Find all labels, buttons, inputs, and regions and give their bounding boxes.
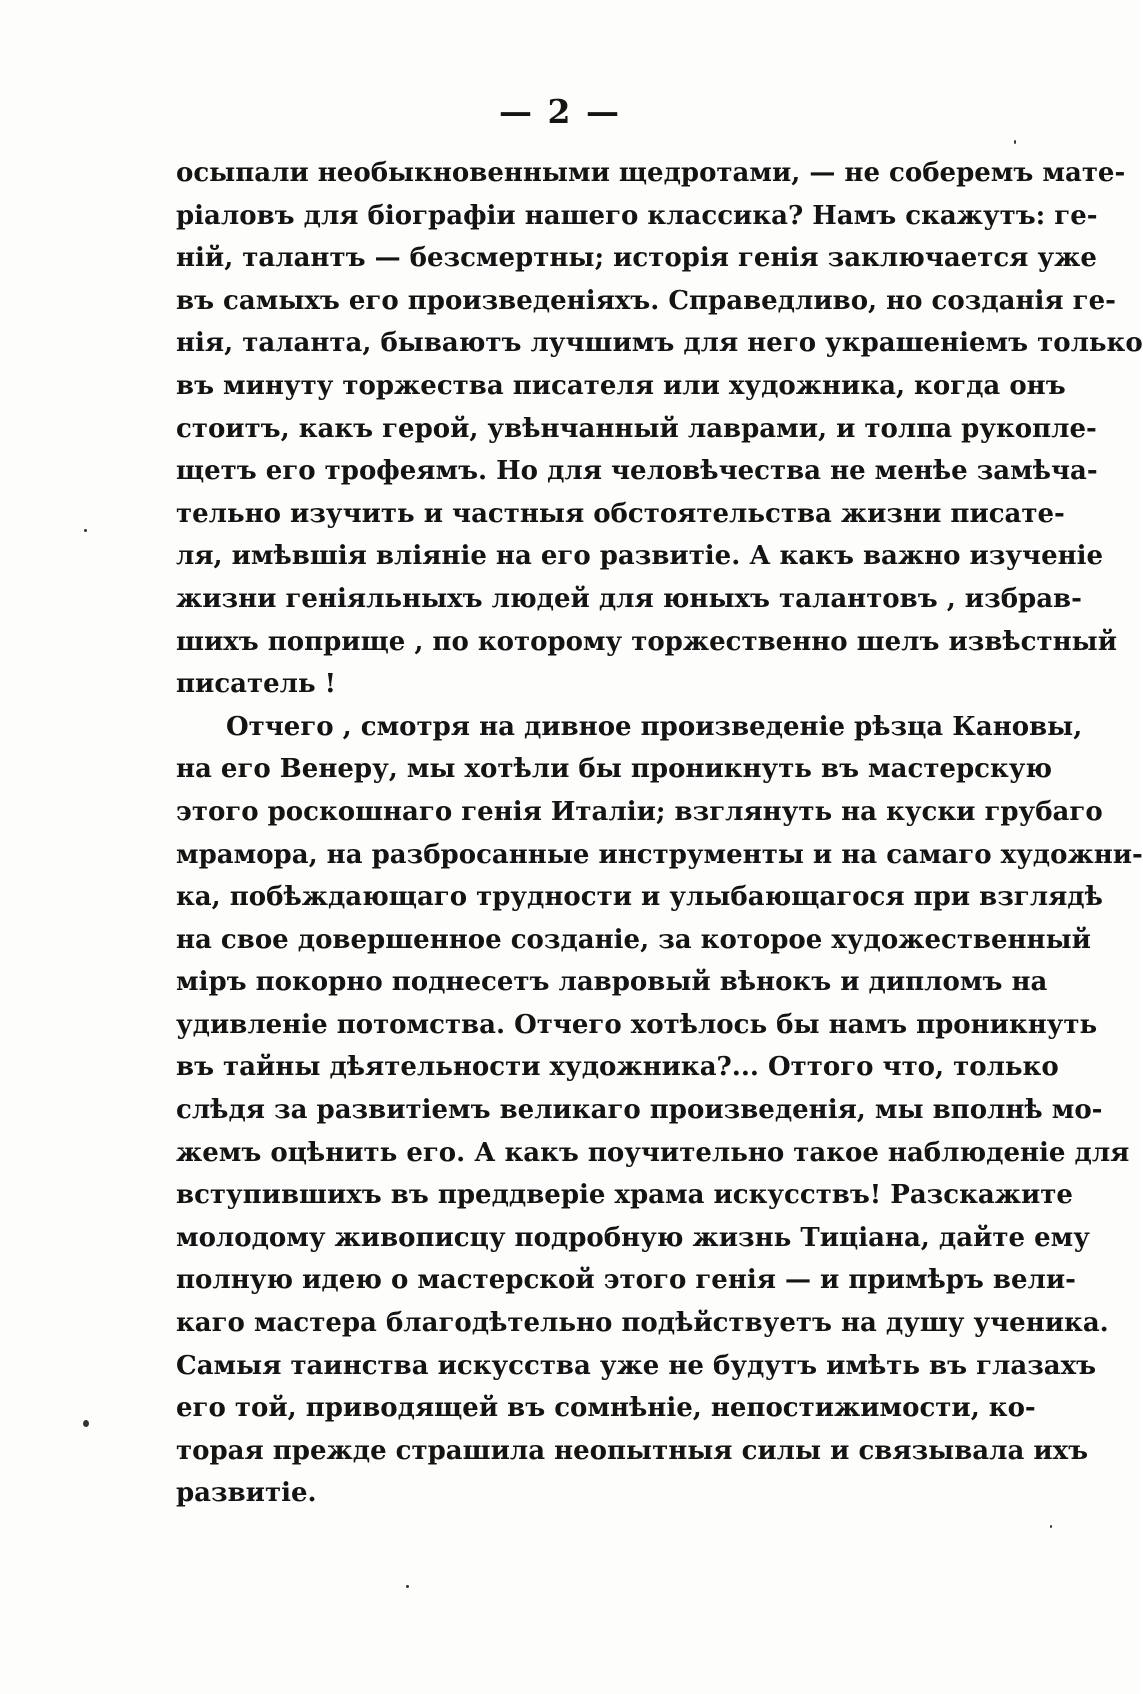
text-line: на свое довершенное созданіе, за которое художественный: [176, 924, 1091, 955]
text-line: Самыя таинства искусства уже не будутъ имѣть въ глазахъ: [176, 1350, 1097, 1381]
paragraph-2: [176, 706, 1143, 1515]
text-line: въ тайны дѣятельности художника?... Оттого что, только: [176, 1052, 1059, 1083]
text-line: ріаловъ для біографіи нашего классика? Намъ скажутъ: ге-: [176, 200, 1098, 231]
text-line: торая прежде страшила неопытныя силы и связывала ихъ: [176, 1435, 1089, 1466]
text-line: вступившихъ въ преддверіе храма искусствъ! Разскажите: [176, 1180, 1073, 1211]
text-line: осыпали необыкновенными щедротами, — не соберемъ мате-: [176, 158, 1126, 188]
text-line: Отчего , смотря на дивное произведеніе рѣзца Кановы,: [226, 711, 1083, 742]
text-line: нія, таланта, бываютъ лучшимъ для него украшеніемъ только: [176, 328, 1143, 359]
print-speck: [84, 529, 87, 532]
text-line: щетъ его трофеямъ. Но для человѣчества не менѣе замѣча-: [176, 456, 1098, 487]
text-line: писатель !: [176, 669, 337, 700]
body-text: [176, 152, 1143, 1515]
text-line: его той, приводящей въ сомнѣніе, непостижимости, ко-: [176, 1393, 1036, 1424]
text-line: развитіе.: [176, 1478, 317, 1509]
text-line: тельно изучить и частныя обстоятельства жизни писате-: [176, 498, 1065, 529]
text-line: ній, талантъ — безсмертны; исторія генія заключается уже: [176, 243, 1097, 274]
paragraph-1: [176, 152, 1143, 706]
page-number: — 2 —: [499, 92, 621, 131]
text-line: мрамора, на разбросанные инструменты и на самаго художни-: [176, 839, 1143, 870]
print-speck: [1014, 140, 1016, 144]
text-line: стоитъ, какъ герой, увѣнчанный лаврами, и толпа рукопле-: [176, 413, 1097, 444]
text-line: шихъ поприще , по которому торжественно шелъ извѣстный: [176, 626, 1118, 657]
text-line: на его Венеру, мы хотѣли бы проникнуть въ мастерскую: [176, 754, 1053, 785]
print-speck: [406, 1585, 409, 1588]
text-line: ка, побѣждающаго трудности и улыбающагося при взглядѣ: [176, 882, 1103, 913]
text-line: жемъ оцѣнить его. А какъ поучительно такое наблюденіе для: [176, 1137, 1130, 1168]
text-line: ля, имѣвшія вліяніе на его развитіе. А какъ важно изученіе: [176, 541, 1104, 572]
text-line: жизни геніяльныхъ людей для юныхъ талантовъ , избрав-: [176, 583, 1082, 614]
text-line: въ минуту торжества писателя или художника, когда онъ: [176, 370, 1066, 401]
text-line: въ самыхъ его произведеніяхъ. Справедливо, но созданія ге-: [176, 285, 1116, 316]
text-line: каго мастера благодѣтельно подѣйствуетъ на душу ученика.: [176, 1308, 1109, 1339]
text-line: полную идею о мастерской этого генія — и примѣръ вели-: [176, 1265, 1076, 1296]
print-speck: [1050, 1525, 1052, 1528]
text-line: слѣдя за развитіемъ великаго произведенія, мы вполнѣ мо-: [176, 1095, 1103, 1126]
text-line: удивленіе потомства. Отчего хотѣлось бы намъ проникнуть: [176, 1009, 1098, 1040]
text-line: міръ покорно поднесетъ лавровый вѣнокъ и дипломъ на: [176, 967, 1048, 998]
print-speck: [83, 1420, 89, 1427]
text-line: этого роскошнаго генія Италіи; взглянуть на куски грубаго: [176, 796, 1103, 827]
text-line: молодому живописцу подробную жизнь Тиціана, дайте ему: [176, 1222, 1090, 1253]
